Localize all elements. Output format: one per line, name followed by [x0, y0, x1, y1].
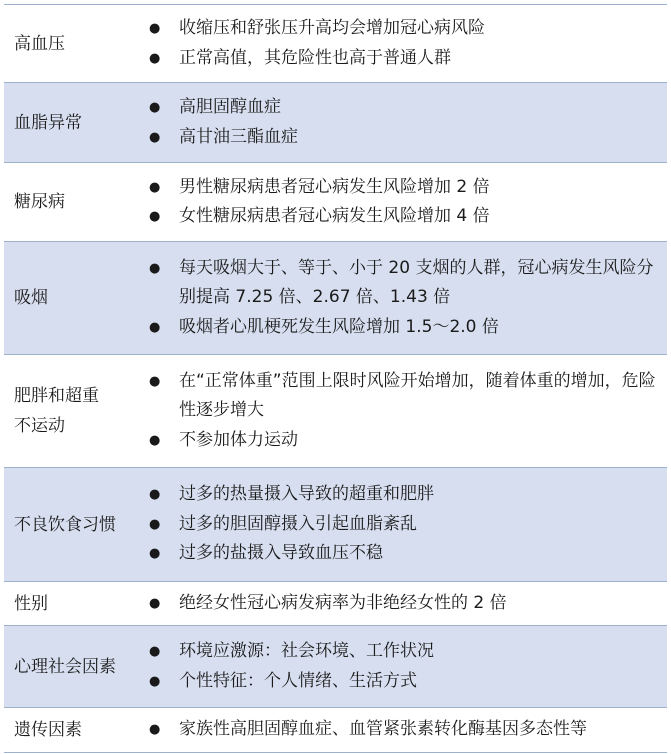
item-text: 高胆固醇血症: [179, 97, 281, 117]
row-items: [146, 637, 667, 696]
table-row: [4, 626, 667, 708]
bullet-icon: ●: [149, 516, 161, 532]
list-item: [146, 93, 659, 123]
row-items: [146, 367, 667, 456]
table-row: [4, 5, 667, 83]
bullet-icon: ●: [149, 319, 161, 335]
row-items: [146, 14, 667, 73]
list-item: [146, 254, 659, 313]
item-text: 不参加体力运动: [179, 429, 298, 450]
row-category: 肥胖和超重 不运动: [14, 386, 99, 436]
row-category: 心理社会因素: [14, 656, 116, 677]
table-row: [4, 582, 667, 626]
list-item: [146, 426, 659, 456]
row-category: 高血压: [14, 33, 65, 54]
bullet-icon: ●: [149, 673, 161, 689]
list-item: [146, 715, 659, 745]
row-category: 遗传因素: [14, 720, 82, 740]
row-category: 不良饮食习惯: [14, 514, 116, 535]
table-row: [4, 355, 667, 468]
table-row: [4, 163, 667, 242]
table-row: [4, 708, 667, 753]
table-row: [4, 242, 667, 355]
item-text: 高甘油三酯血症: [179, 126, 298, 147]
row-category: 血脂异常: [14, 112, 82, 133]
item-text: 收缩压和舒张压升高均会增加冠心病风险: [179, 18, 485, 38]
item-text: 女性糖尿病患者冠心病发生风险增加 4 倍: [179, 206, 490, 226]
item-text: 每天吸烟大于、等于、小于 20 支烟的人群，冠心病发生风险分别提高 7.25 倍、2.67 倍、1.43 倍: [179, 257, 654, 308]
item-text: 个性特征：个人情绪、生活方式: [179, 670, 417, 691]
bullet-icon: ●: [149, 21, 161, 36]
item-text: 过多的热量摄入导致的超重和肥胖: [179, 484, 434, 505]
risk-factor-table: [4, 4, 667, 753]
item-text: 吸烟者心肌梗死发生风险增加 1.5～2.0 倍: [179, 316, 499, 337]
table-row: [4, 83, 667, 163]
row-category: 糖尿病: [14, 192, 65, 212]
bullet-icon: ●: [149, 487, 161, 503]
row-category: 性别: [14, 593, 48, 614]
item-text: 男性糖尿病患者冠心病发生风险增加 2 倍: [179, 176, 490, 197]
list-item: [146, 313, 659, 343]
bullet-icon: ●: [149, 260, 161, 276]
list-item: [146, 367, 659, 426]
list-item: [146, 173, 659, 203]
item-text: 环境应激源：社会环境、工作状况: [179, 641, 434, 661]
list-item: [146, 539, 659, 569]
item-text: 家族性高胆固醇血症、血管紧张素转化酶基因多态性等: [179, 719, 587, 740]
item-text: 过多的盐摄入导致血压不稳: [179, 543, 383, 564]
item-text: 正常高值，其危险性也高于普通人群: [179, 47, 451, 68]
row-items: [146, 254, 667, 343]
bullet-icon: ●: [149, 432, 161, 448]
item-text: 绝经女性冠心病发病率为非绝经女性的 2 倍: [179, 592, 507, 613]
row-items: [146, 480, 667, 569]
row-items: [146, 93, 667, 152]
list-item: [146, 589, 659, 619]
bullet-icon: ●: [149, 179, 161, 195]
row-items: [146, 173, 667, 232]
row-items: [146, 715, 667, 745]
row-items: [146, 589, 667, 619]
list-item: [146, 44, 659, 74]
bullet-icon: ●: [149, 50, 161, 66]
bullet-icon: ●: [149, 546, 161, 562]
bullet-icon: ●: [149, 373, 161, 389]
bullet-icon: ●: [149, 100, 161, 115]
bullet-icon: ●: [149, 644, 161, 659]
list-item: [146, 202, 659, 232]
item-text: 在“正常体重”范围上限时风险开始增加，随着体重的增加，危险性逐步增大: [179, 370, 656, 421]
list-item: [146, 123, 659, 153]
table-row: [4, 468, 667, 582]
bullet-icon: ●: [149, 722, 161, 738]
list-item: [146, 510, 659, 540]
bullet-icon: ●: [149, 129, 161, 145]
row-category: 吸烟: [14, 288, 48, 308]
list-item: [146, 14, 659, 44]
list-item: [146, 637, 659, 667]
bullet-icon: ●: [149, 595, 161, 611]
item-text: 过多的胆固醇摄入引起血脂紊乱: [179, 513, 417, 534]
bullet-icon: ●: [149, 209, 161, 224]
list-item: [146, 480, 659, 510]
list-item: [146, 667, 659, 697]
